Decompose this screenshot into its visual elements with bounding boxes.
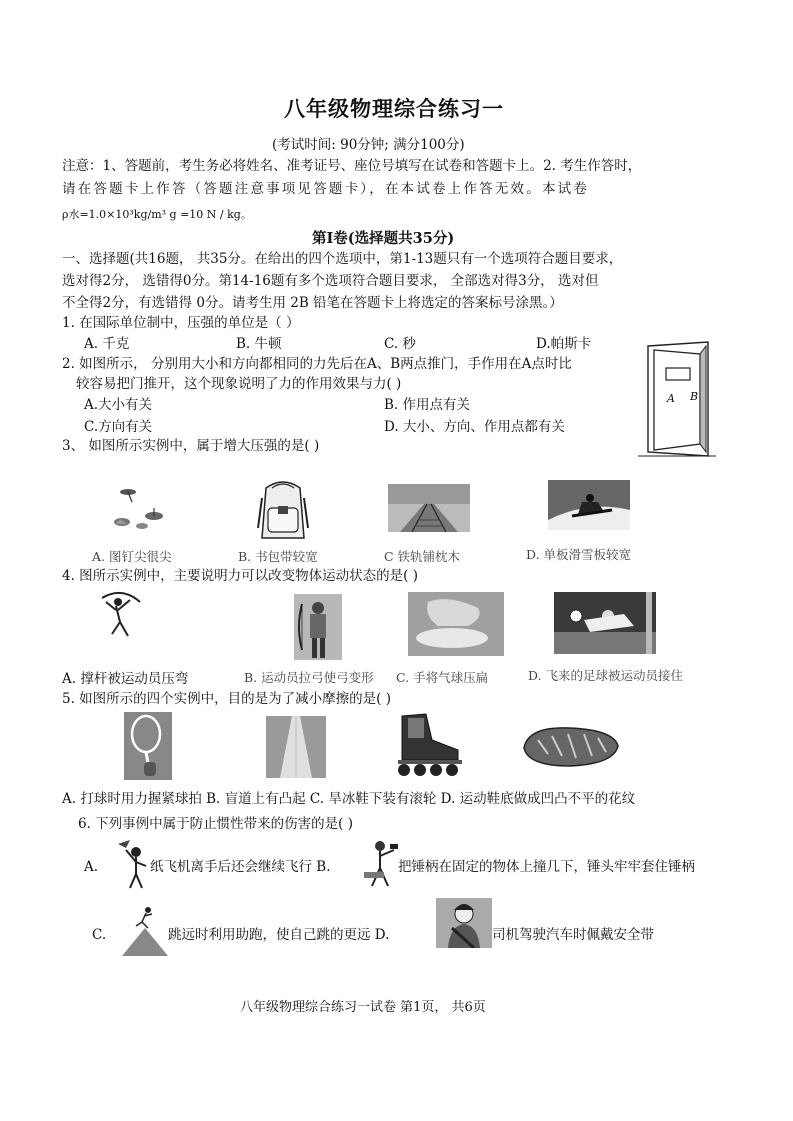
q4-option-c: C. 手将气球压扁 <box>396 670 489 685</box>
q2-option-a: A.大小有关 <box>84 397 153 413</box>
long-jump-image <box>122 902 168 956</box>
tactile-path-image <box>266 716 326 778</box>
paper-plane-thrower-image <box>116 836 150 890</box>
railway-image <box>388 484 470 532</box>
racket-image <box>124 712 172 780</box>
sneaker-sole-image <box>518 718 624 774</box>
q4-stem: 4. 图所示实例中，主要说明力可以改变物体运动状态的是( ) <box>62 568 418 584</box>
q2-option-d: D. 大小、方向、作用点都有关 <box>384 419 565 435</box>
door-point-b-label: B <box>690 390 699 403</box>
q1-option-a: A. 千克 <box>84 336 130 352</box>
q2-stem-1: 2. 如图所示， 分别用大小和方向都相同的力先后在A、B两点推门，手作用在A点时比 <box>62 356 572 372</box>
q1-option-d: D.帕斯卡 <box>536 336 592 352</box>
pole-vault-image <box>98 588 144 646</box>
section-intro-2: 选对得2分， 选错得0分。第14-16题有多个选项符合题目要求， 全部选对得3分， 选对但 <box>62 273 599 289</box>
snowboard-image <box>548 480 630 530</box>
section-intro-3: 不全得2分，有选错得 0分。请考生用 2B 铅笔在答题卡上将选定的答案标号涂黑。） <box>62 295 563 311</box>
q6-option-a-text: 纸飞机离手后还会继续飞行 B. <box>150 859 331 875</box>
thumbtack-image <box>110 482 172 532</box>
balloon-press-image <box>408 592 504 656</box>
hammer-man-image <box>360 836 400 888</box>
door-point-a-label: A <box>667 392 675 405</box>
q6-option-c-label: C. <box>92 927 107 943</box>
q1-option-c: C. 秒 <box>384 336 416 352</box>
roller-skate-image <box>382 710 468 778</box>
q3-option-c: C 铁轨铺枕木 <box>384 549 461 564</box>
q3-stem: 3、 如图所示实例中，属于增大压强的是( ) <box>62 438 320 454</box>
q2-stem-2: 较容易把门推开，这个现象说明了力的作用效果与力( ) <box>76 376 402 392</box>
backpack-image <box>252 478 314 542</box>
door-figure <box>638 340 716 458</box>
exam-info: (考试时间: 90分钟; 满分100分) <box>272 137 465 153</box>
notice-line-2: 请在答题卡上作答（答题注意事项见答题卡），在本试卷上作答无效。本试卷 <box>62 181 590 197</box>
q6-stem: 6. 下列事例中属于防止惯性带来的伤害的是( ) <box>78 816 353 832</box>
archer-image <box>294 594 342 660</box>
q6-option-c-text: 跳远时利用助跑，使自己跳的更远 D. <box>168 927 390 943</box>
q3-option-a: A. 图钉尖很尖 <box>92 549 172 564</box>
notice-line-1: 注意：1、答题前，考生务必将姓名、准考证号、座位号填写在试卷和答题卡上。2. 考生作答时， <box>62 158 642 174</box>
goalkeeper-image <box>554 592 656 654</box>
notice-constants: ρ水=1.0×10³kg/m³ g =10 N / kg。 <box>62 208 252 221</box>
q2-option-b: B. 作用点有关 <box>384 397 471 413</box>
q1-stem: 1. 在国际单位制中，压强的单位是（ ） <box>62 315 300 331</box>
q4-option-d: D. 飞来的足球被运动员接住 <box>528 668 684 683</box>
page-footer: 八年级物理综合练习一试卷 第1页， 共6页 <box>240 1000 486 1015</box>
q3-option-d: D. 单板滑雪板较宽 <box>526 547 632 562</box>
q4-option-a: A. 撑杆被运动员压弯 <box>62 671 189 687</box>
q4-option-b: B. 运动员拉弓使弓变形 <box>244 670 374 685</box>
q6-option-b-text: 把锤柄在固定的物体上撞几下，锤头牢牢套住锤柄 <box>398 859 695 875</box>
driver-seatbelt-image <box>436 898 492 948</box>
section-intro-1: 一、选择题(共16题， 共35分。在给出的四个选项中，第1-13题只有一个选项符合题目要求， <box>62 251 623 267</box>
page-title: 八年级物理综合练习一 <box>284 96 504 121</box>
q2-option-c: C.方向有关 <box>84 419 153 435</box>
q3-option-b: B. 书包带较宽 <box>238 549 318 564</box>
q6-option-a-label: A. <box>84 859 99 875</box>
q6-option-d-text: 司机驾驶汽车时佩戴安全带 <box>492 927 654 943</box>
q5-stem: 5. 如图所示的四个实例中，目的是为了减小摩擦的是( ) <box>62 691 391 707</box>
section-title: 第Ⅰ卷(选择题共35分) <box>312 230 455 247</box>
q1-option-b: B. 牛顿 <box>236 336 282 352</box>
q5-options: A. 打球时用力握紧球拍 B. 盲道上有凸起 C. 旱冰鞋下装有滚轮 D. 运动鞋底做成凹凸不平的花纹 <box>62 791 636 807</box>
